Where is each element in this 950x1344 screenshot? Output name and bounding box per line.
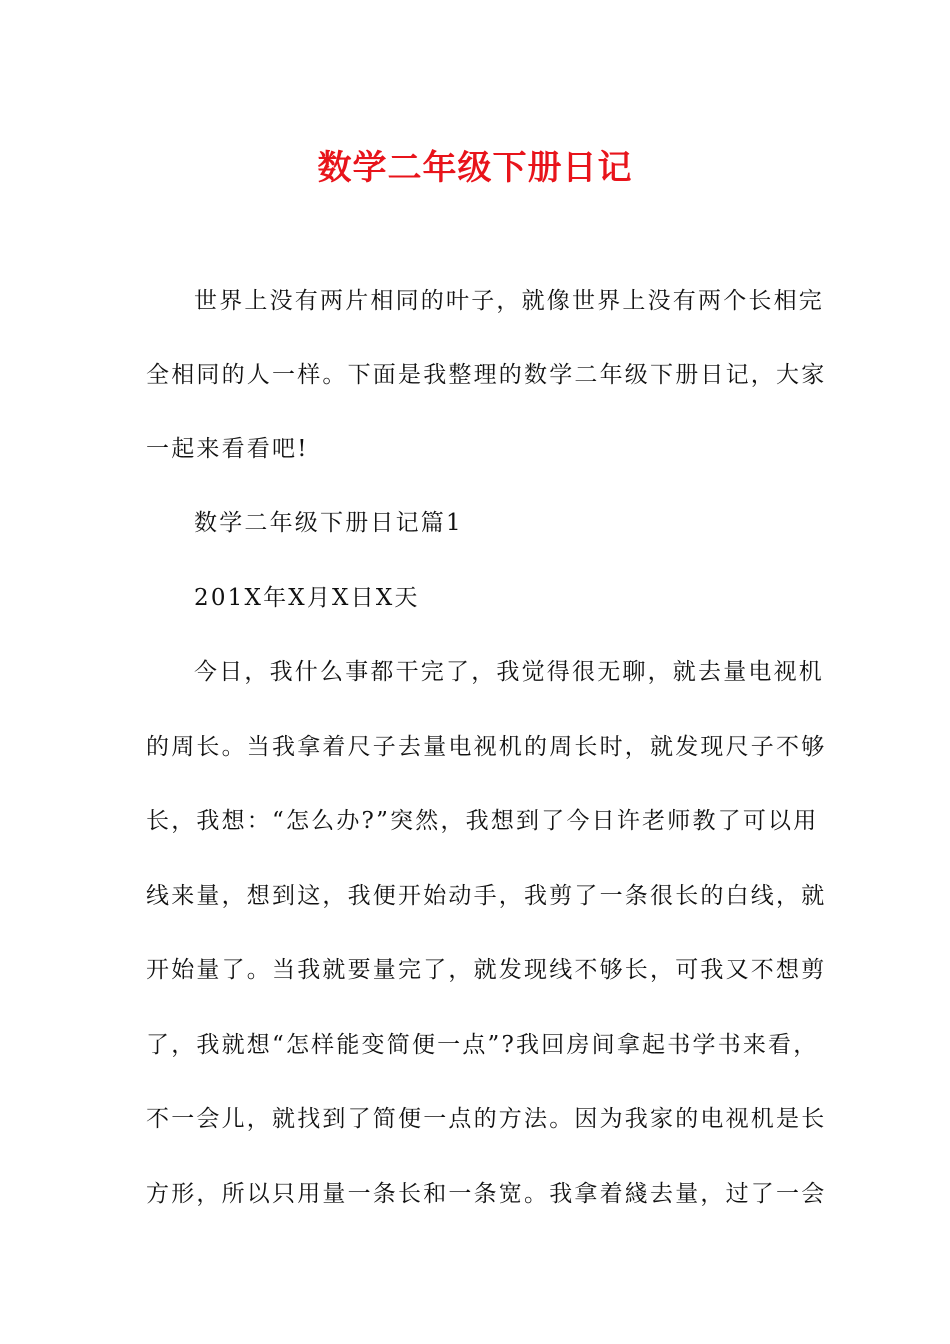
- paragraph-line: 线来量，想到这，我便开始动手，我剪了一条很长的白线，就: [146, 883, 827, 909]
- paragraph-line: 了，我就想“怎样能变简便一点”?我回房间拿起书学书来看，: [146, 1032, 819, 1058]
- paragraph-line: 长，我想：“怎么办?”突然，我想到了今日许老师教了可以用: [146, 808, 819, 834]
- paragraph-line: 开始量了。当我就要量完了，就发现线不够长，可我又不想剪: [146, 957, 827, 983]
- diary-date: 201X年X月X日X天: [194, 585, 420, 611]
- paragraph-line: 世界上没有两片相同的叶子，就像世界上没有两个长相完: [194, 288, 824, 314]
- paragraph-line: 的周长。当我拿着尺子去量电视机的周长时，就发现尺子不够: [146, 734, 827, 760]
- paragraph-line: 一起来看看吧!: [146, 436, 309, 462]
- section-heading: 数学二年级下册日记篇1: [194, 510, 463, 536]
- paragraph-line: 方形，所以只用量一条长和一条宽。我拿着綫去量，过了一会: [146, 1181, 827, 1207]
- paragraph-line: 全相同的人一样。下面是我整理的数学二年级下册日记，大家: [146, 362, 827, 388]
- document-title: 数学二年级下册日记: [317, 148, 633, 188]
- paragraph-line: 今日，我什么事都干完了，我觉得很无聊，就去量电视机: [194, 659, 824, 685]
- paragraph-line: 不一会儿，就找到了简便一点的方法。因为我家的电视机是长: [146, 1106, 827, 1132]
